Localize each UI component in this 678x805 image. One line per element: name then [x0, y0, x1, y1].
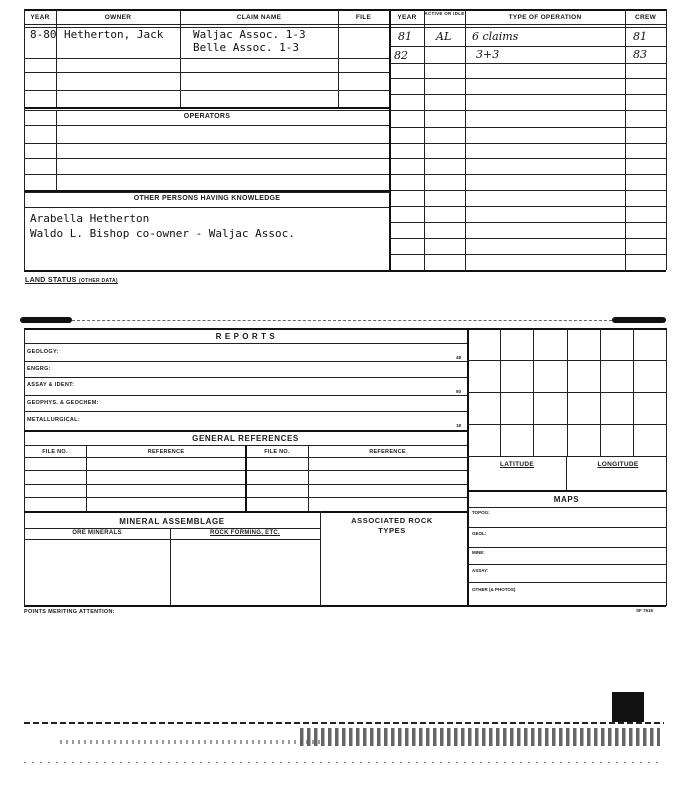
header-crew: CREW	[634, 14, 657, 21]
report-metallurgical-ref: 18	[456, 423, 462, 428]
right-row1-crew: 81	[633, 30, 647, 43]
right-row2-crew: 83	[633, 48, 647, 61]
right-row1-operation: 6 claims	[472, 30, 519, 43]
operators-title: OPERATORS	[183, 113, 231, 120]
report-geophys: GEOPHYS. & GEOCHEM:	[27, 400, 99, 406]
gr-header-reference-2: REFERENCE	[369, 449, 406, 455]
reports-title: R E P O R T S	[215, 332, 276, 341]
right-row2-year: 82	[394, 49, 408, 62]
ore-minerals-header: ORE MINERALS	[72, 530, 122, 536]
land-status-title: LAND STATUS	[25, 277, 77, 284]
general-references-title: GENERAL REFERENCES	[192, 434, 299, 443]
map-geol: GEOL:	[472, 531, 487, 536]
header-year-right: YEAR	[397, 14, 417, 21]
other-person-1: Arabella Hetherton	[30, 212, 150, 225]
header-file: FILE	[355, 14, 372, 21]
header-type-of-operation: TYPE OF OPERATION	[508, 14, 582, 21]
header-year: YEAR	[30, 14, 50, 21]
report-assay: ASSAY & IDENT:	[27, 382, 75, 388]
right-row1-status: AL	[436, 30, 452, 43]
mineral-assemblage-title: MINERAL ASSEMBLAGE	[119, 517, 225, 526]
header-owner: OWNER	[104, 14, 132, 21]
report-engrg: ENGRG:	[27, 366, 51, 372]
row1-year: 8-80	[30, 28, 57, 41]
header-active-or-idle: ACTIVE OR IDLE	[424, 11, 465, 16]
map-assay: ASSAY:	[472, 568, 489, 573]
header-claim-name: CLAIM NAME	[236, 14, 282, 21]
row2-claim-name: Belle Assoc. 1-3	[193, 41, 299, 54]
report-geology-ref: 48	[456, 355, 462, 360]
row1-owner: Hetherton, Jack	[64, 28, 164, 41]
map-topog: TOPOG:	[472, 510, 490, 515]
gr-header-file-no-2: FILE NO.	[264, 449, 290, 455]
map-mine: MINE:	[472, 550, 485, 555]
gr-header-reference-1: REFERENCE	[147, 449, 185, 455]
land-status-sub: (OTHER DATA)	[78, 278, 118, 284]
form-code: SF 7616	[636, 608, 654, 613]
gr-header-file-no-1: FILE NO.	[42, 449, 68, 455]
maps-title: MAPS	[553, 495, 580, 504]
associated-rock-types-title: ASSOCIATED ROCK TYPES	[351, 516, 433, 535]
land-status-label	[25, 277, 118, 284]
report-geology: GEOLOGY:	[27, 349, 59, 355]
points-meriting-attention: POINTS MERITING ATTENTION:	[24, 609, 115, 615]
rock-forming-header: ROCK FORMING, ETC.	[209, 530, 281, 536]
latitude-label: LATITUDE	[499, 461, 535, 468]
report-metallurgical: METALLURGICAL:	[27, 417, 80, 423]
right-row2-operation: 3+3	[476, 48, 500, 61]
report-assay-ref: 50	[456, 389, 462, 394]
right-row1-year: 81	[398, 30, 412, 43]
other-persons-title: OTHER PERSONS HAVING KNOWLEDGE	[133, 195, 281, 202]
longitude-label: LONGITUDE	[597, 461, 639, 468]
map-other: OTHER (& PHOTOS)	[472, 587, 516, 592]
row1-claim-name: Waljac Assoc. 1-3	[193, 28, 306, 41]
other-person-2: Waldo L. Bishop co-owner - Waljac Assoc.	[30, 227, 295, 240]
